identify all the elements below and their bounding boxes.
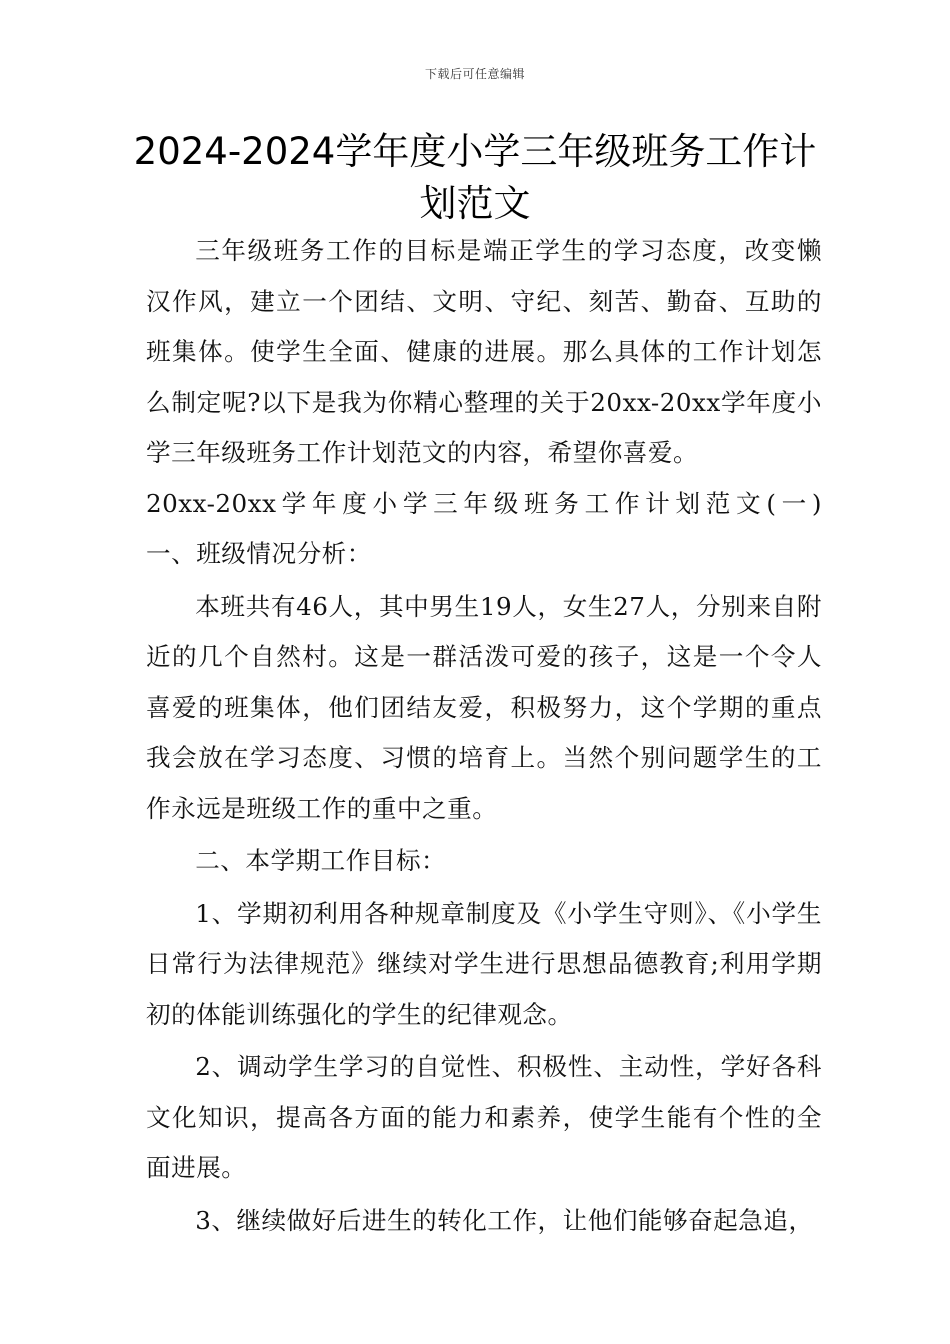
document-title: 2024-2024学年度小学三年级班务工作计划范文 <box>133 130 817 225</box>
goal-item-1: 1、学期初利用各种规章制度及《小学生守则》、《小学生日常行为法律规范》继续对学生进行思想品德教育;利用学期初的体能训练强化的学生的纪律观念。 <box>146 898 822 1029</box>
section-heading-paragraph: 20xx-20xx学年度小学三年级班务工作计划范文(一) 一、班级情况分析： <box>146 488 873 568</box>
goal-item-2: 2、调动学生学习的自觉性、积极性、主动性，学好各科文化知识，提高各方面的能力和素养，使学生能有个性的全面进展。 <box>146 1052 822 1182</box>
intro-paragraph: 三年级班务工作的目标是端正学生的学习态度，改变懒汉作风，建立一个团结、文明、守纪、刻苦、勤奋、互助的班集体。使学生全面、健康的进展。那么具体的工作计划怎么制定呢?以下是我为你精心整理的关于20xx-20xx学年度小学三年级班务工作计划范文的内容，希望你喜爱。 <box>146 236 822 467</box>
section-two-heading: 二、本学期工作目标： <box>195 846 447 875</box>
document-body <box>146 226 873 1246</box>
class-situation-paragraph: 本班共有46人，其中男生19人，女生27人，分别来自附近的几个自然村。这是一群活泼可爱的孩子，这是一个令人喜爱的班集体，他们团结友爱，积极努力，这个学期的重点我会放在学习态度、习惯的培育上。当然个别问题学生的工作永远是班级工作的重中之重。 <box>146 591 822 823</box>
goal-item-3: 3、继续做好后进生的转化工作，让他们能够奋起急追， <box>195 1205 814 1235</box>
header-note: 下载后可任意编辑 <box>424 67 525 81</box>
